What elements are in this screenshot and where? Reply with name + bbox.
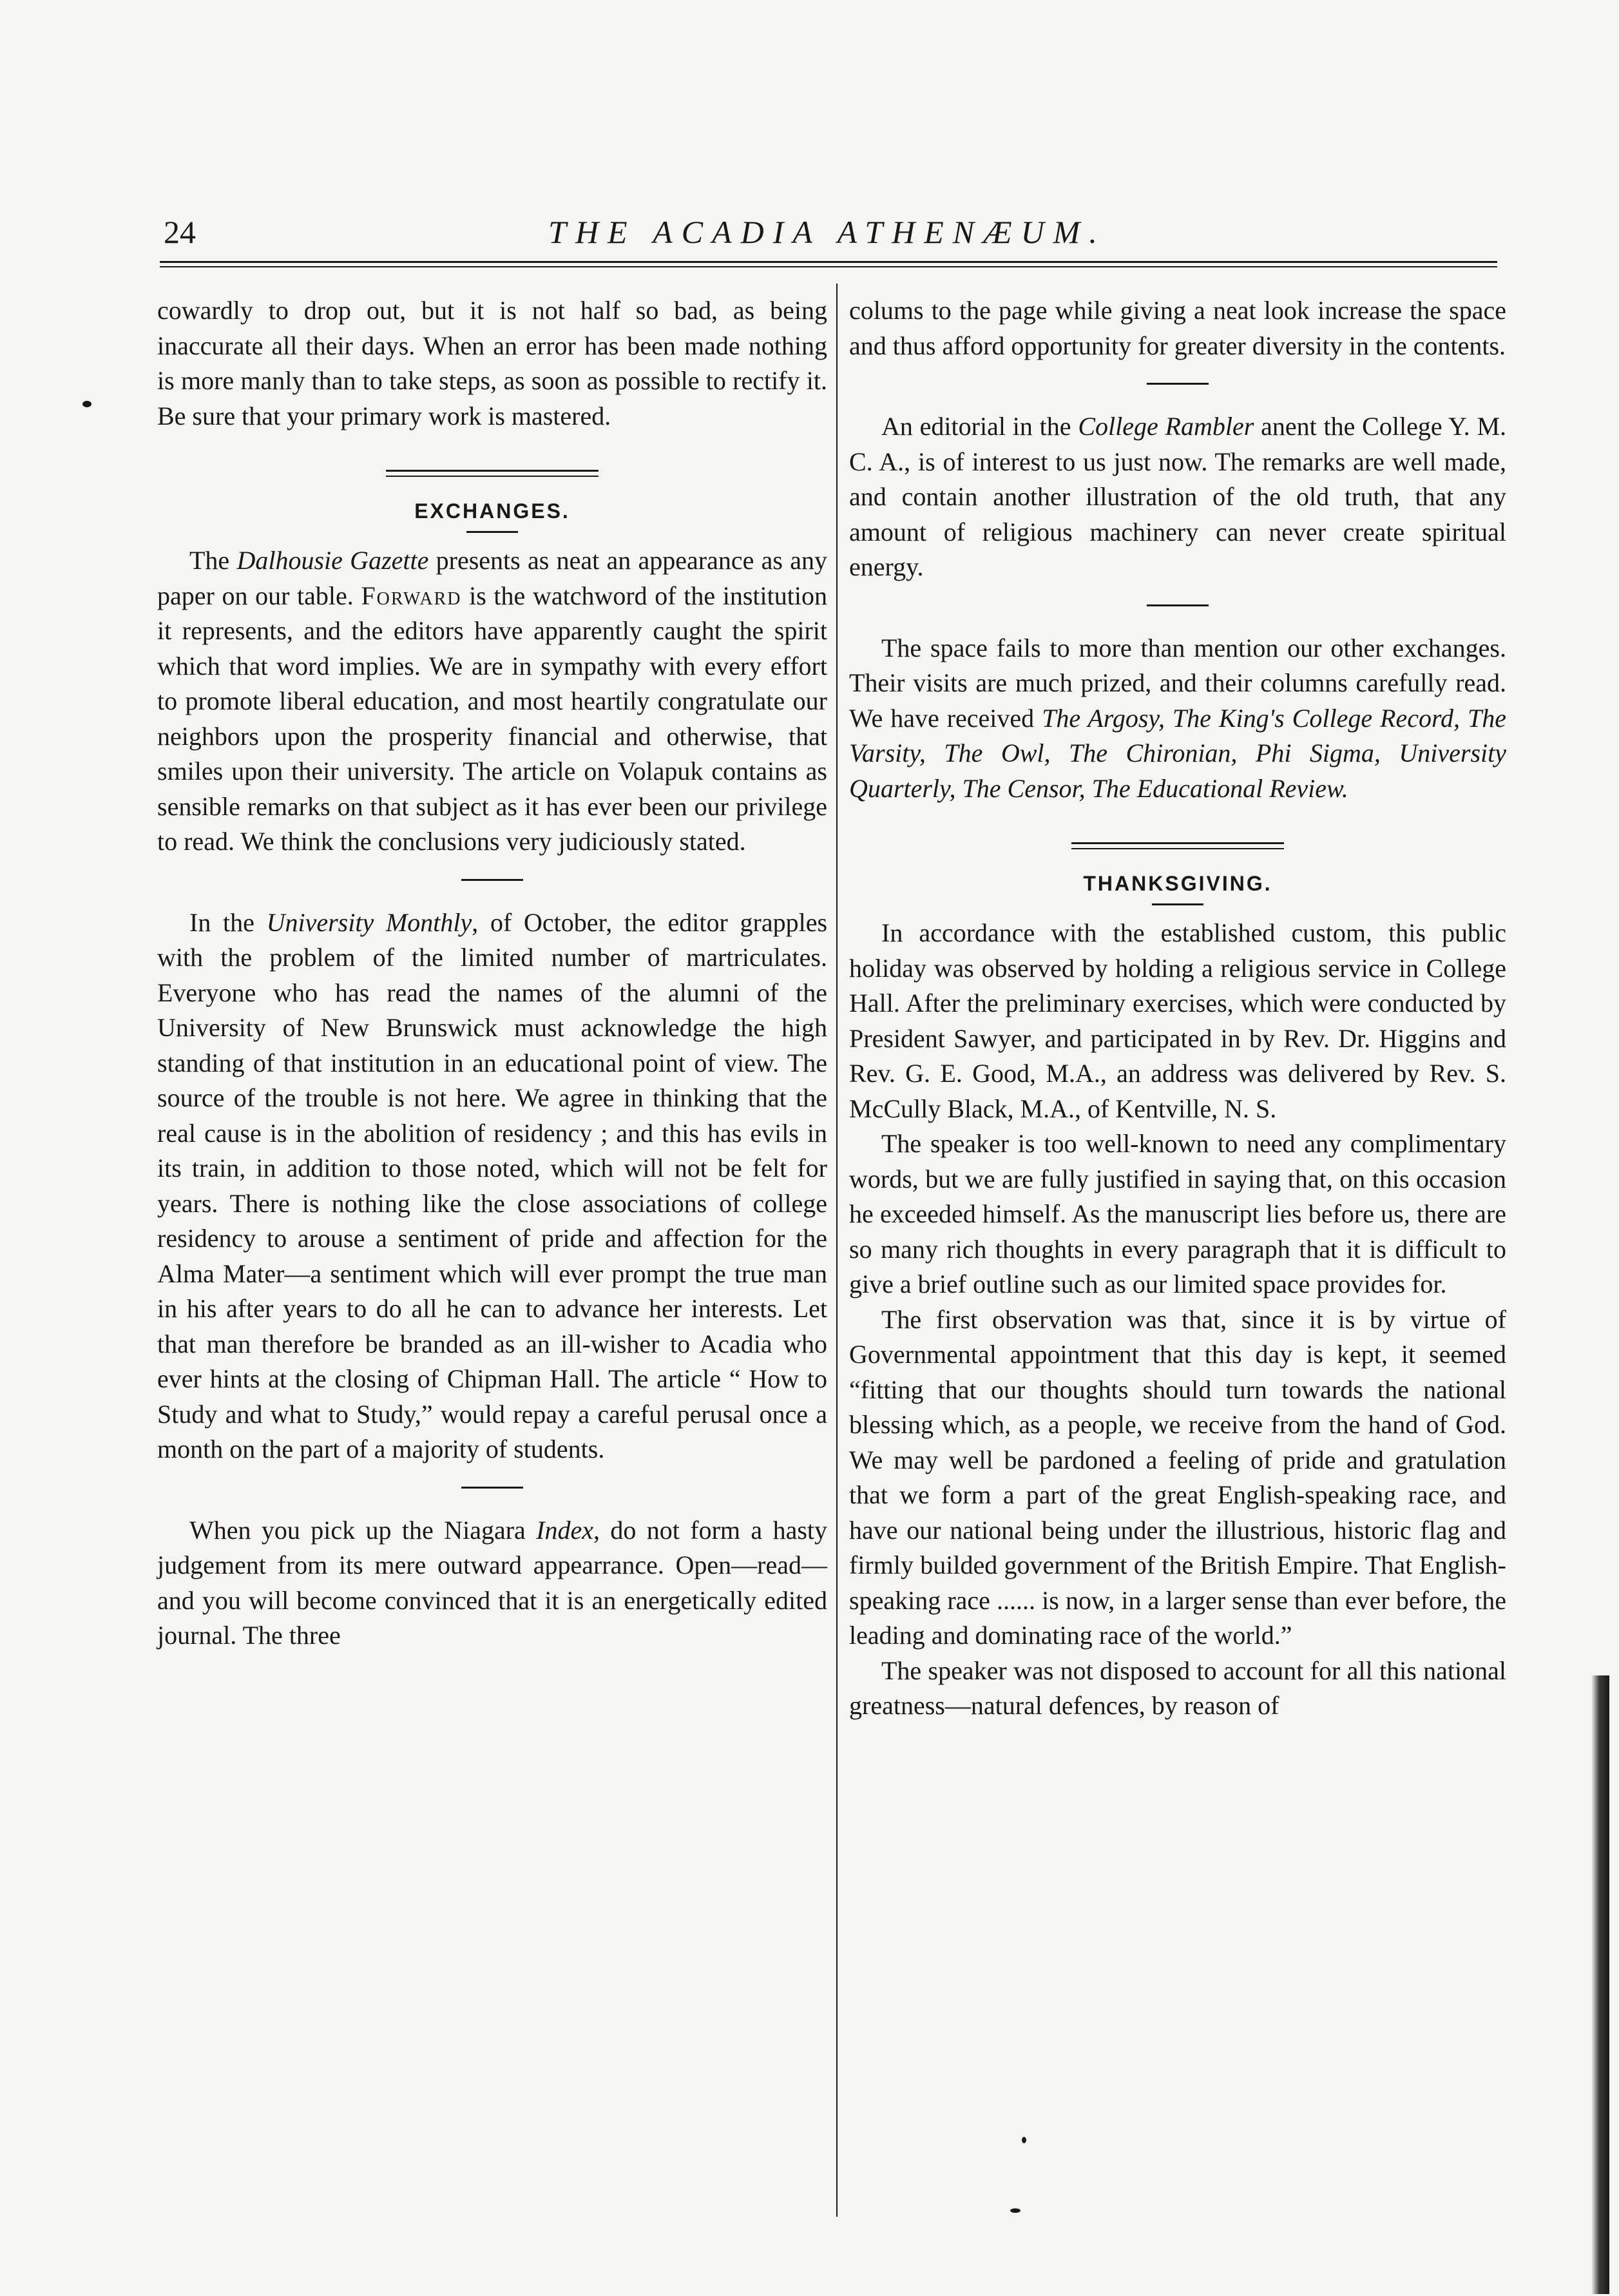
paragraph-university-monthly bbox=[157, 905, 827, 1467]
left-column bbox=[157, 293, 827, 1654]
text-run: is the watchword of the institution it represents, and the editors have apparently caught the spirit which that word implies. We are in sympathy with every effort to promote liberal education, and most heartily congratulate our neighbors upon the prosperity financial and otherwise, that smiles upon their university. The article on Volapuk contains as sensible remarks on that subject as it has ever been our privilege to read. We think the conclusions very judiciously stated. bbox=[157, 581, 827, 856]
ink-fleck bbox=[82, 401, 91, 407]
separator-rule bbox=[461, 879, 523, 881]
publication-name: Dalhousie Gazette bbox=[236, 546, 429, 575]
header-rule-second bbox=[160, 266, 1497, 267]
section-ornament bbox=[1071, 842, 1284, 849]
thanksgiving-heading: THANKSGIVING. bbox=[1083, 872, 1272, 895]
paragraph-first-observation: The first observation was that, since it is by virtue of Governmental appointment that this day is kept, it seemed “fitting that our thoughts should turn towards the national blessing which, as a people, we receive from the hand of God. We may well be pardoned a feeling of pride and gratulation that we form a part of the great English-speaking race, and have our national being under the illustrious, historic flag and firmly builded government of the British Empire. That English-speaking race ...... is now, in a larger sense than ever before, the leading and dominating race of the world.” bbox=[849, 1304, 1506, 1650]
paragraph-continuation: cowardly to drop out, but it is not half so bad, as being inaccurate all their days. When an error has been made nothing is more manly than to take steps, as soon as possible to rectify it. Be sure that your primary work is mastered. bbox=[157, 296, 827, 430]
separator-rule bbox=[1147, 604, 1209, 606]
paragraph-dalhousie-gazette bbox=[157, 543, 827, 860]
header-rule bbox=[160, 261, 1497, 263]
section-ornament bbox=[386, 470, 599, 477]
paragraph-national-greatness: The speaker was not disposed to account for all this national greatness—natural defences, by reason of bbox=[849, 1655, 1506, 1720]
motto-word: Forward bbox=[361, 581, 462, 610]
ink-fleck bbox=[1022, 2137, 1026, 2143]
title-rule bbox=[466, 531, 518, 533]
paragraph-continuation: colums to the page while giving a neat look increase the space and thus afford opportunity for greater diversity in the contents. bbox=[849, 296, 1506, 360]
journal-title: THE ACADIA ATHENÆUM. bbox=[548, 214, 1106, 250]
text-run: The bbox=[189, 546, 237, 575]
publication-name: College Rambler bbox=[1078, 412, 1254, 441]
right-column bbox=[849, 293, 1506, 1724]
ink-fleck bbox=[1010, 2208, 1020, 2213]
exchanges-heading: EXCHANGES. bbox=[414, 499, 570, 523]
paragraph-thanksgiving-service: In accordance with the established custom, this public holiday was observed by holding a religious service in College Hall. After the preliminary exercises, which were conducted by President Sawyer, and participated in by Rev. Dr. Higgins and Rev. G. E. Good, M.A., an address was delivered by Rev. S. McCully Black, M.A., of Kentville, N. S. bbox=[849, 918, 1506, 1123]
paragraph-college-rambler bbox=[849, 409, 1506, 585]
text-run: In the bbox=[189, 907, 267, 937]
text-run: The space fails to more than mention our other exchanges. Their visits are much prized, and their columns carefully read. We have received bbox=[849, 633, 1506, 733]
scan-edge-shadow bbox=[1591, 1675, 1609, 2294]
title-rule bbox=[1152, 903, 1203, 905]
page-header bbox=[157, 209, 1497, 255]
page-number: 24 bbox=[164, 214, 196, 250]
text-run: , do not form a hasty judgement from its mere outward appearrance. Open—read—and you will become convinced that it is an energetically edited journal. The three bbox=[157, 1515, 828, 1650]
text-run: An editorial in the bbox=[881, 412, 1078, 441]
separator-rule bbox=[461, 1487, 523, 1489]
text-run: presents as neat an appearance as any paper on our table. bbox=[157, 546, 828, 610]
separator-rule bbox=[1147, 383, 1209, 385]
publication-name: Index bbox=[536, 1515, 593, 1545]
publication-name: University Monthly bbox=[266, 907, 472, 937]
column-divider bbox=[836, 284, 838, 2217]
text-run: anent the College Y. M. C. A., is of interest to us just now. The remarks are well made, and contain another illustration of the old truth, that any amount of religious machinery can never create spiritual energy. bbox=[849, 412, 1507, 581]
text-run: , of October, the editor grapples with the problem of the limited number of martriculates. Everyone who has read the names of the alumni of the University of New Brunswick must acknowledge the high standing of that institution in an educational point of view. The source of the trouble is not here. We agree in thinking that the real cause is in the abolition of residency ; and this has evils in its train, in addition to those noted, which will not be felt for years. There is nothing like the close associations of college residency to arouse a sentiment of pride and affection for the Alma Mater—a sentiment which will ever prompt the true man in his after years to do all he can to advance her interests. Let that man therefore be branded as an ill-wisher to Acadia who ever hints at the closing of Chipman Hall. The article “ How to Study and what to Study,” would repay a careful perusal once a month on the part of a majority of students. bbox=[157, 907, 828, 1463]
publication-list: The Argosy, The King's College Record, The Varsity, The Owl, The Chironian, Phi Sigma, University Quarterly, The Censor, The Educational Review. bbox=[849, 703, 1506, 803]
paragraph-other-exchanges bbox=[849, 631, 1506, 807]
paragraph-speaker: The speaker is too well-known to need any complimentary words, but we are fully justified in saying that, on this occasion he exceeded himself. As the manuscript lies before us, there are so many rich thoughts in every paragraph that it is difficult to give a brief outline such as our limited space provides for. bbox=[849, 1129, 1506, 1298]
text-run: When you pick up the Niagara bbox=[189, 1515, 537, 1545]
paragraph-niagara-index bbox=[157, 1513, 827, 1654]
